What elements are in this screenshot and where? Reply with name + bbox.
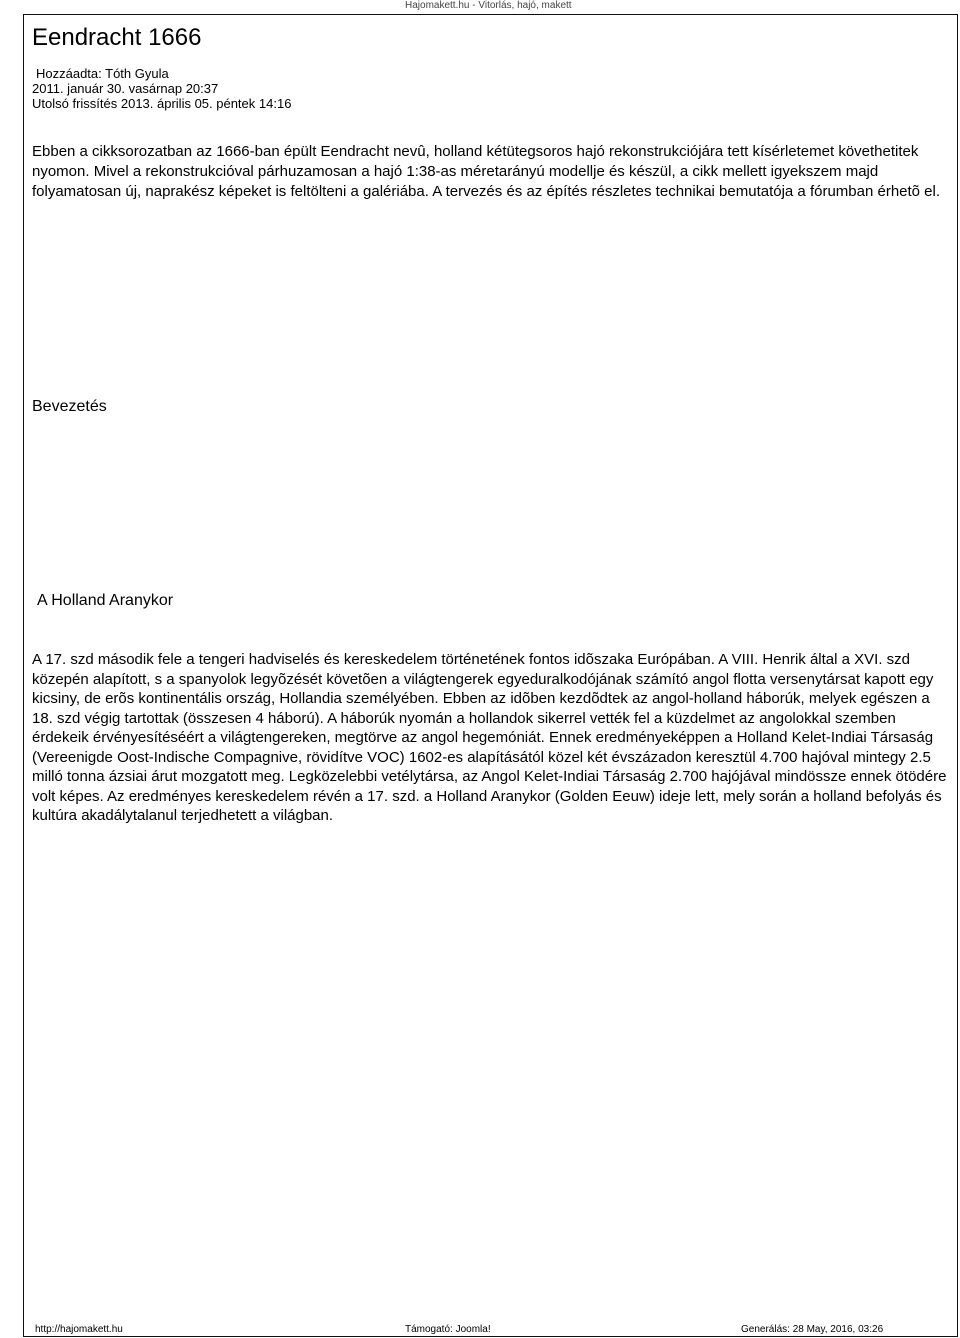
article-meta — [32, 66, 291, 111]
body-paragraph: A 17. szd második fele a tengeri hadviselés és kereskedelem történetének fontos idõszaka Európában. A VIII. Henrik által a XVI. szd közepén alapított, s a spanyolok legyõzését követõen a világtengerek egyeduralkodójának számító angol flotta versenytársat kapott egy kicsiny, de erõs kontinentális ország, Hollandia személyében. Ebben az idõben kezdõdtek az angol-holland háborúk, melyek egészen a 18. szd végig tartottak (összesen 4 háború). A háborúk nyomán a hollandok sikerrel vették fel a küzdelmet az angolokkal szemben érdekeik érvényesítéséért a világtengereken, megtörve az angol hegemóniát. Ennek eredményeképpen a Holland Kelet-Indiai Társaság (Vereenigde Oost-Indische Compagnive, rövidítve VOC) 1602-es alapításától közel két évszázadon keresztül 4.700 hajóval mintegy 2.5 milló tonna ázsiai árut mozgatott meg. Legközelebbi vetélytársa, az Angol Kelet-Indiai Társaság 2.700 hajójával mindössze ennek ötödére volt képes. Az eredményes kereskedelem révén a 17. szd. a Holland Aranykor (Golden Eeuw) ideje lett, mely során a holland befolyás és kultúra akadálytalanul terjedhetett a világban. — [32, 651, 947, 824]
site-header: Hajomakett.hu - Vitorlás, hajó, makett — [405, 0, 572, 11]
footer-sponsor: Támogató: Joomla! — [405, 1324, 491, 1335]
section-heading: Bevezetés — [32, 398, 107, 415]
footer-generated: Generálás: 28 May, 2016, 03:26 — [741, 1324, 884, 1335]
sub-heading: A Holland Aranykor — [37, 592, 174, 609]
footer-url-link[interactable]: http://hajomakett.hu — [35, 1324, 123, 1335]
article-title: Eendracht 1666 — [32, 24, 202, 51]
updated-date: Utolsó frissítés 2013. április 05. péntek 14:16 — [32, 96, 292, 111]
author-line: Hozzáadta: Tóth Gyula — [36, 66, 169, 81]
intro-paragraph: Ebben a cikksorozatban az 1666-ban épült Eendracht nevû, holland kétütegsoros hajó rekonstrukciójára tett kísérletemet követhetitek nyomon. Mivel a rekonstrukcióval párhuzamosan a hajó 1:38-as méretarányú modellje és készül, a cikk mellett igyekszem majd folyamatosan új, naprakész képeket is feltölteni a galériába. A tervezés és az építés részletes technikai bemutatója a fórumban érhetõ el. — [32, 143, 941, 200]
created-date: 2011. január 30. vasárnap 20:37 — [32, 81, 219, 96]
